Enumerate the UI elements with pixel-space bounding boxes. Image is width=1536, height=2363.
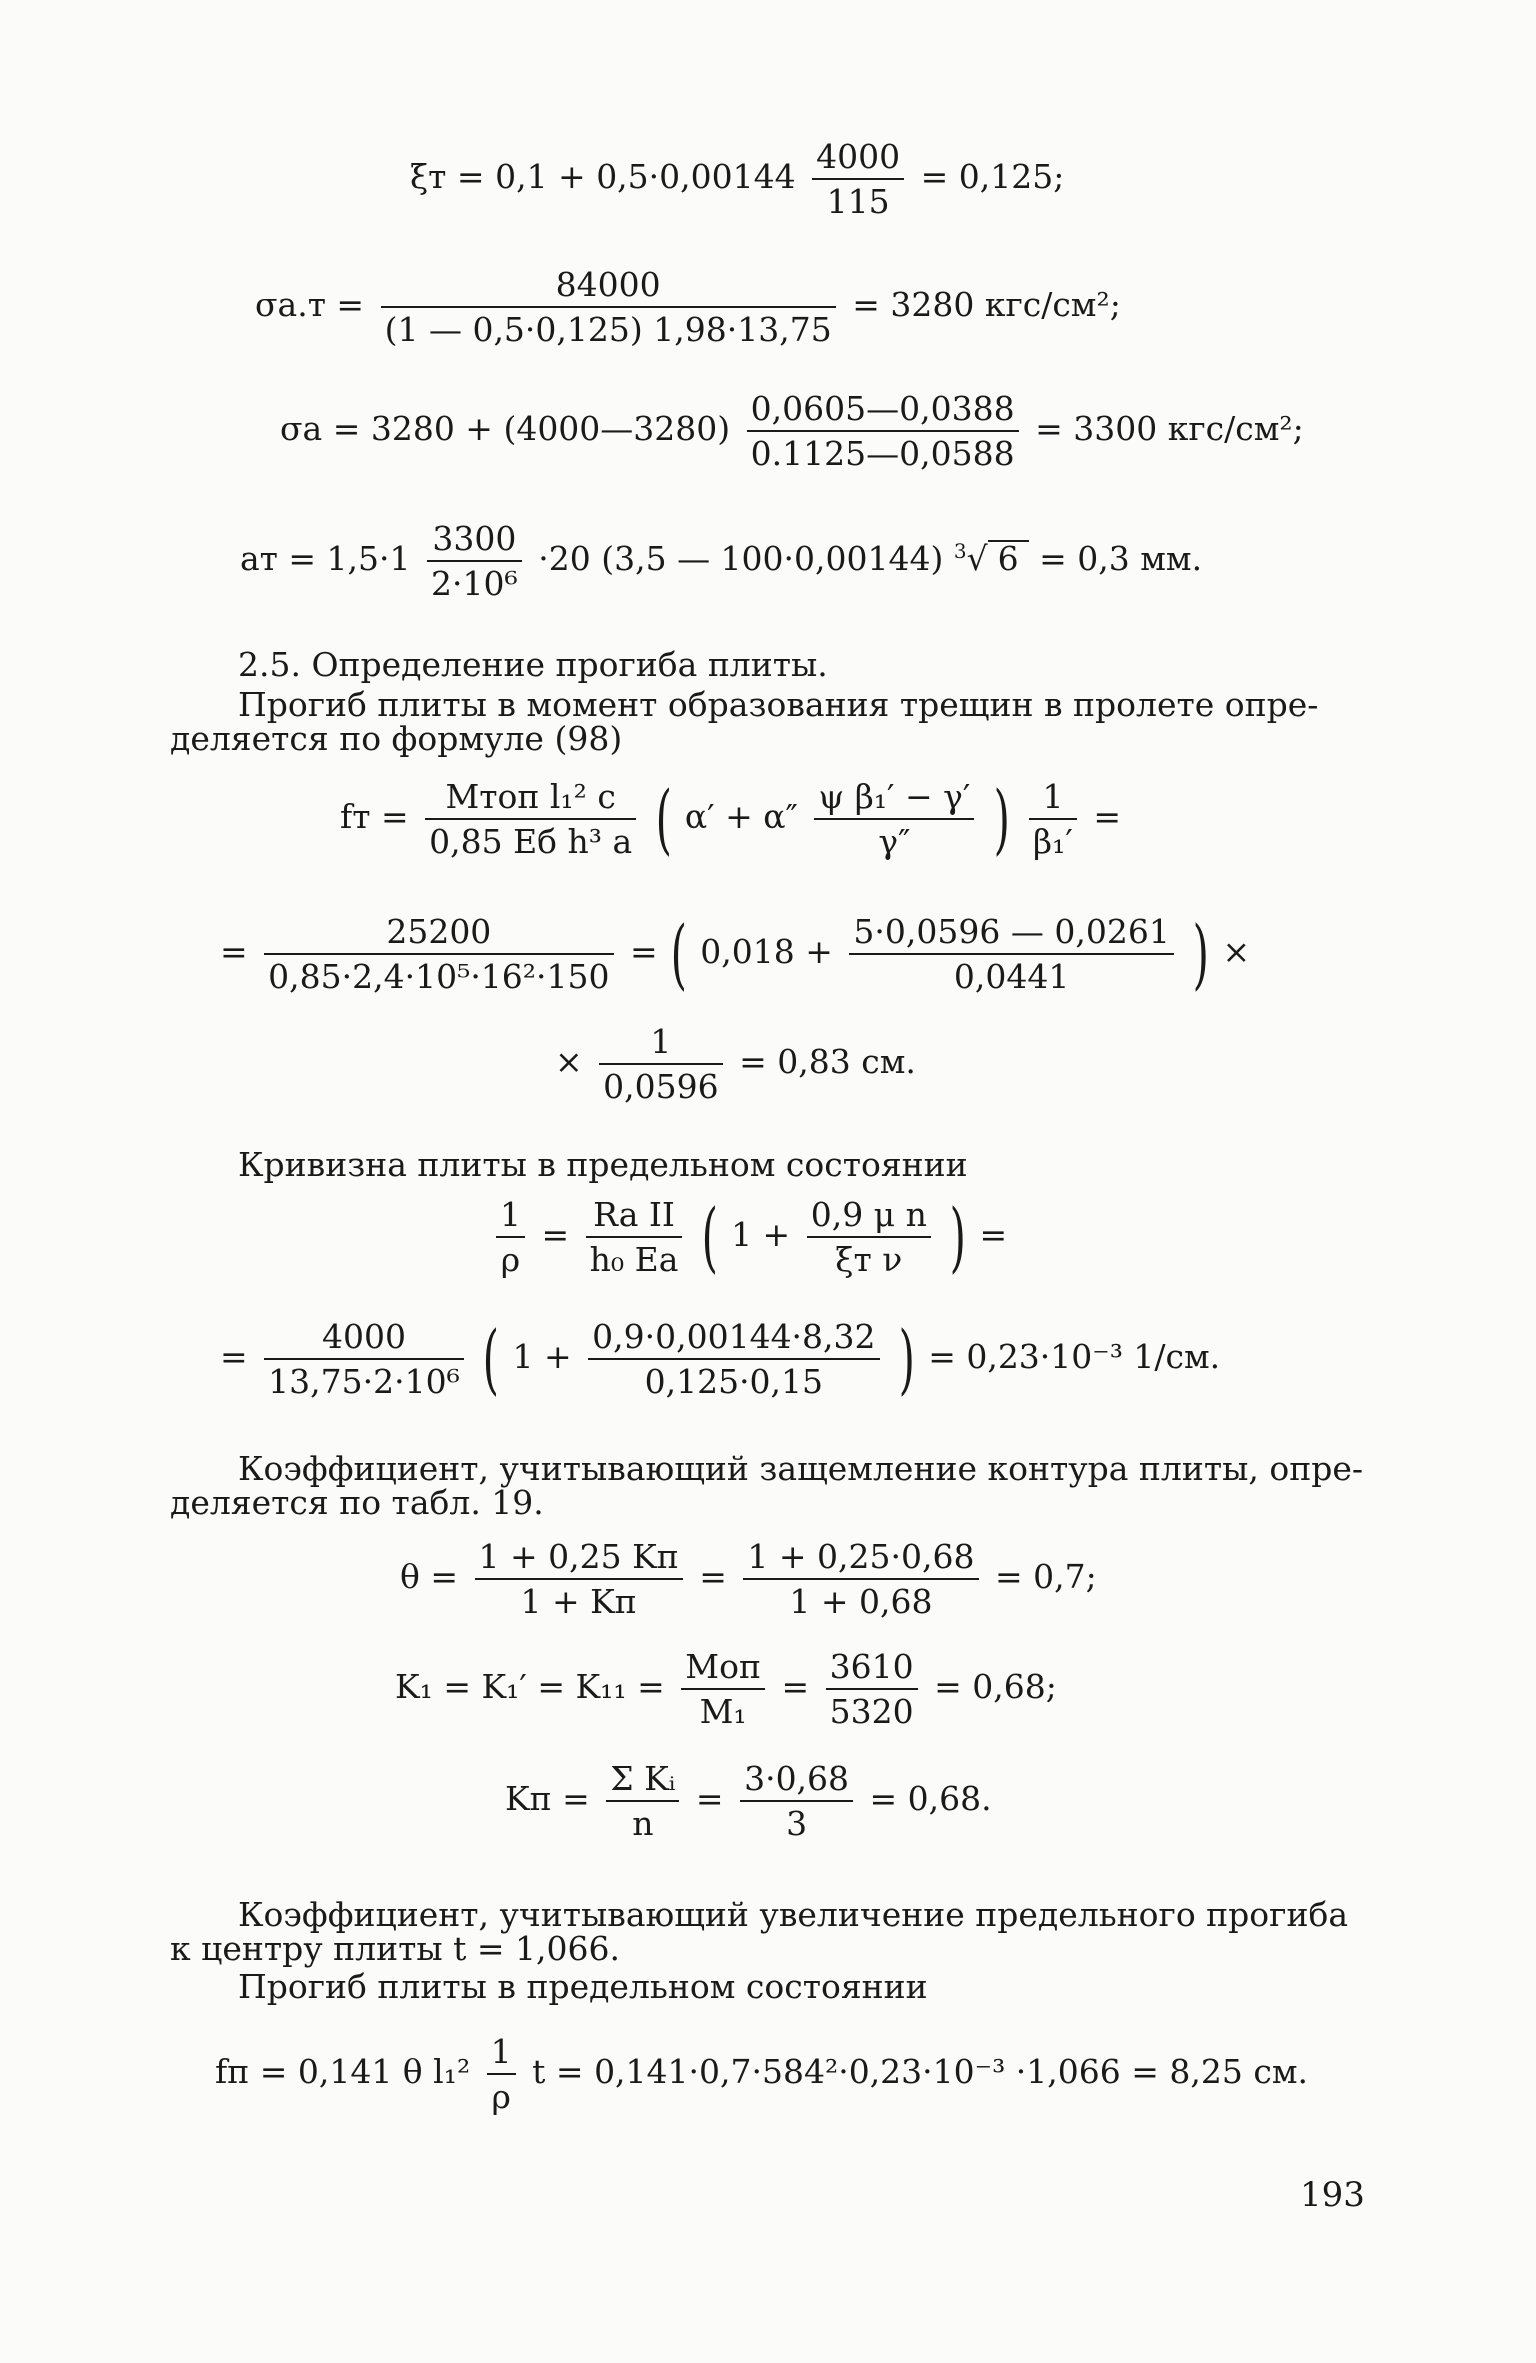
fraction bbox=[264, 1317, 464, 1401]
fraction bbox=[264, 912, 613, 996]
numerator: 1 + 0,25 Kп bbox=[475, 1540, 683, 1580]
equation-rhs: = 0,68; bbox=[934, 1667, 1057, 1706]
equation-theta bbox=[400, 1537, 1097, 1621]
equation-lhs: aт = 1,5·1 bbox=[240, 539, 411, 578]
denominator: 0,0596 bbox=[603, 1067, 719, 1106]
equation-rhs: t = 0,141·0,7·584²·0,23·10⁻³ ·1,066 = 8,25 см. bbox=[532, 2052, 1308, 2091]
fraction bbox=[812, 137, 904, 221]
fraction bbox=[606, 1759, 679, 1843]
denominator: h₀ Ea bbox=[589, 1240, 679, 1279]
equation-tail: = bbox=[1093, 797, 1122, 836]
paragraph-line: Коэффициент, учитывающий защемление контура плиты, опре- bbox=[238, 1449, 1364, 1488]
equation-sigma-at bbox=[255, 265, 1121, 349]
equation-rhs: = 3300 кгс/см²; bbox=[1035, 409, 1304, 448]
paren-open: ( bbox=[701, 1192, 718, 1281]
numerator: 1 + 0,25·0,68 bbox=[743, 1540, 978, 1580]
equation-lhs: fт = bbox=[340, 797, 409, 836]
fraction bbox=[814, 777, 974, 861]
denominator: 0,85 Eб h³ a bbox=[429, 822, 633, 861]
denominator: β₁′ bbox=[1033, 822, 1073, 861]
denominator: ξт ν bbox=[835, 1240, 903, 1279]
equation-lead: × bbox=[555, 1042, 583, 1081]
denominator: 2·10⁶ bbox=[431, 564, 518, 603]
denominator: ρ bbox=[491, 2077, 511, 2116]
fraction bbox=[425, 777, 636, 861]
denominator: (1 — 0,5·0,125) 1,98·13,75 bbox=[384, 310, 832, 349]
numerator: 0,9·0,00144·8,32 bbox=[588, 1320, 879, 1360]
denominator: 0,125·0,15 bbox=[644, 1362, 824, 1401]
equation-sigma-a bbox=[280, 389, 1304, 473]
equation-xi-t bbox=[410, 137, 1065, 221]
numerator: 3·0,68 bbox=[740, 1762, 853, 1802]
equation-f-line2 bbox=[220, 909, 1251, 998]
numerator: 4000 bbox=[264, 1320, 464, 1360]
numerator: 0,9 μ n bbox=[807, 1198, 931, 1238]
sqrt-sign: √ bbox=[966, 539, 988, 578]
denominator: 13,75·2·10⁶ bbox=[268, 1362, 460, 1401]
numerator: Mтоп l₁² c bbox=[425, 780, 636, 820]
paren-open: ( bbox=[670, 909, 688, 998]
equals-sign: = bbox=[220, 932, 248, 971]
numerator: Ra II bbox=[586, 1198, 683, 1238]
numerator: 1 bbox=[1029, 780, 1077, 820]
equation-rhs: = 0,68. bbox=[869, 1779, 992, 1818]
numerator: Σ Kᵢ bbox=[606, 1762, 679, 1802]
equation-a-t bbox=[240, 519, 1203, 603]
denominator: ρ bbox=[500, 1240, 521, 1279]
denominator: n bbox=[632, 1804, 654, 1843]
equals-sign: = bbox=[695, 1779, 724, 1818]
fraction bbox=[743, 1537, 978, 1621]
equation-mid: ·20 (3,5 — 100·0,00144) bbox=[538, 539, 944, 578]
equation-rhs: = 0,7; bbox=[995, 1557, 1097, 1596]
equation-expr: 0,1 + 0,5·0,00144 bbox=[495, 157, 796, 196]
numerator: Mоп bbox=[681, 1650, 765, 1690]
equation-lhs: K₁ = K₁′ = K₁₁ = bbox=[395, 1667, 665, 1706]
paren-close: ) bbox=[1193, 909, 1210, 998]
equation-rhs: = 3280 кгс/см²; bbox=[852, 285, 1121, 324]
fraction bbox=[740, 1759, 853, 1843]
equation-tail: × bbox=[1222, 932, 1251, 971]
fraction bbox=[747, 389, 1019, 473]
denominator: 0,85·2,4·10⁵·16²·150 bbox=[268, 957, 610, 996]
paren-close: ) bbox=[898, 1314, 916, 1403]
equation-f-line3 bbox=[555, 1022, 916, 1106]
numerator: 84000 bbox=[381, 268, 836, 308]
numerator: 4000 bbox=[812, 140, 904, 180]
denominator: 1 + 0,68 bbox=[789, 1582, 933, 1621]
equals-sign: = bbox=[541, 1215, 570, 1254]
paren-open: ( bbox=[483, 1314, 500, 1403]
equation-term: 1 + bbox=[731, 1215, 791, 1254]
equals-sign: = bbox=[781, 1667, 810, 1706]
equation-term: 0,018 + bbox=[700, 932, 833, 971]
equation-lhs: θ = bbox=[400, 1557, 459, 1596]
equals-sign: = bbox=[220, 1337, 248, 1376]
equals-sign: = bbox=[699, 1557, 727, 1596]
equation-kp bbox=[505, 1759, 992, 1843]
numerator: 0,0605—0,0388 bbox=[747, 392, 1019, 432]
denominator: 1 + Kп bbox=[520, 1582, 637, 1621]
paragraph-line: Прогиб плиты в предельном состоянии bbox=[238, 1967, 928, 2006]
fraction bbox=[826, 1647, 918, 1731]
equation-tail: = 0,83 см. bbox=[739, 1042, 916, 1081]
equation-term: 1 + bbox=[512, 1337, 572, 1376]
equation-curvature-line1 bbox=[490, 1192, 1008, 1281]
numerator: 1 bbox=[599, 1025, 722, 1065]
denominator: M₁ bbox=[699, 1692, 747, 1731]
paren-open: ( bbox=[655, 774, 672, 863]
equation-f-line1 bbox=[340, 774, 1122, 863]
equation-lhs: Kп = bbox=[505, 1779, 590, 1818]
equation-mid: = bbox=[630, 932, 669, 971]
fraction bbox=[496, 1195, 525, 1279]
equation-rhs: = 0,125; bbox=[920, 157, 1065, 196]
fraction bbox=[849, 912, 1173, 996]
equation-lhs: σа = 3280 + (4000—3280) bbox=[280, 409, 731, 448]
denominator: γ″ bbox=[878, 822, 911, 861]
equation-curvature-line2 bbox=[220, 1314, 1221, 1403]
equation-lhs: ξт = bbox=[410, 157, 485, 196]
equation-final bbox=[215, 2032, 1308, 2116]
equation-k bbox=[395, 1647, 1057, 1731]
paragraph-line: к центру плиты t = 1,066. bbox=[170, 1929, 620, 1968]
denominator: 0.1125—0,0588 bbox=[750, 434, 1015, 473]
fraction bbox=[427, 519, 522, 603]
fraction bbox=[1029, 777, 1077, 861]
paren-close: ) bbox=[993, 774, 1010, 863]
paragraph-line: Кривизна плиты в предельном состоянии bbox=[238, 1145, 968, 1184]
paragraph-line: Коэффициент, учитывающий увеличение предельного прогиба bbox=[238, 1895, 1348, 1934]
numerator: 1 bbox=[496, 1198, 525, 1238]
numerator: 25200 bbox=[264, 915, 613, 955]
fraction bbox=[588, 1317, 879, 1401]
equation-lhs: fп = 0,141 θ l₁² bbox=[215, 2052, 471, 2091]
paragraph-line: деляется по формуле (98) bbox=[170, 719, 623, 758]
denominator: 115 bbox=[826, 182, 890, 221]
fraction bbox=[487, 2032, 516, 2116]
fraction bbox=[381, 265, 836, 349]
fraction bbox=[681, 1647, 765, 1731]
equation-lhs: σа.т = bbox=[255, 285, 365, 324]
paragraph-line: Прогиб плиты в момент образования трещин в пролете опре- bbox=[238, 685, 1319, 724]
numerator: 3300 bbox=[427, 522, 522, 562]
section-heading: 2.5. Определение прогиба плиты. bbox=[238, 645, 828, 684]
fraction bbox=[599, 1022, 722, 1106]
equation-term: α′ + α″ bbox=[684, 797, 798, 836]
page-number: 193 bbox=[1300, 2175, 1365, 2215]
paragraph-line: деляется по табл. 19. bbox=[170, 1483, 544, 1522]
numerator: 3610 bbox=[826, 1650, 918, 1690]
equation-tail: = bbox=[979, 1215, 1008, 1254]
root-value: 6 bbox=[988, 540, 1029, 575]
equation-rhs: = 0,3 мм. bbox=[1039, 539, 1203, 578]
numerator: 5·0,0596 — 0,0261 bbox=[849, 915, 1173, 955]
numerator: ψ β₁′ − γ′ bbox=[814, 780, 974, 820]
numerator: 1 bbox=[487, 2035, 516, 2075]
denominator: 0,0441 bbox=[953, 957, 1070, 996]
equation-tail: = 0,23·10⁻³ 1/см. bbox=[928, 1337, 1221, 1376]
fraction bbox=[475, 1537, 683, 1621]
root-index: 3 bbox=[953, 539, 967, 563]
fraction bbox=[586, 1195, 683, 1279]
denominator: 3 bbox=[786, 1804, 808, 1843]
paren-close: ) bbox=[950, 1192, 967, 1281]
fraction bbox=[807, 1195, 931, 1279]
denominator: 5320 bbox=[829, 1692, 914, 1731]
